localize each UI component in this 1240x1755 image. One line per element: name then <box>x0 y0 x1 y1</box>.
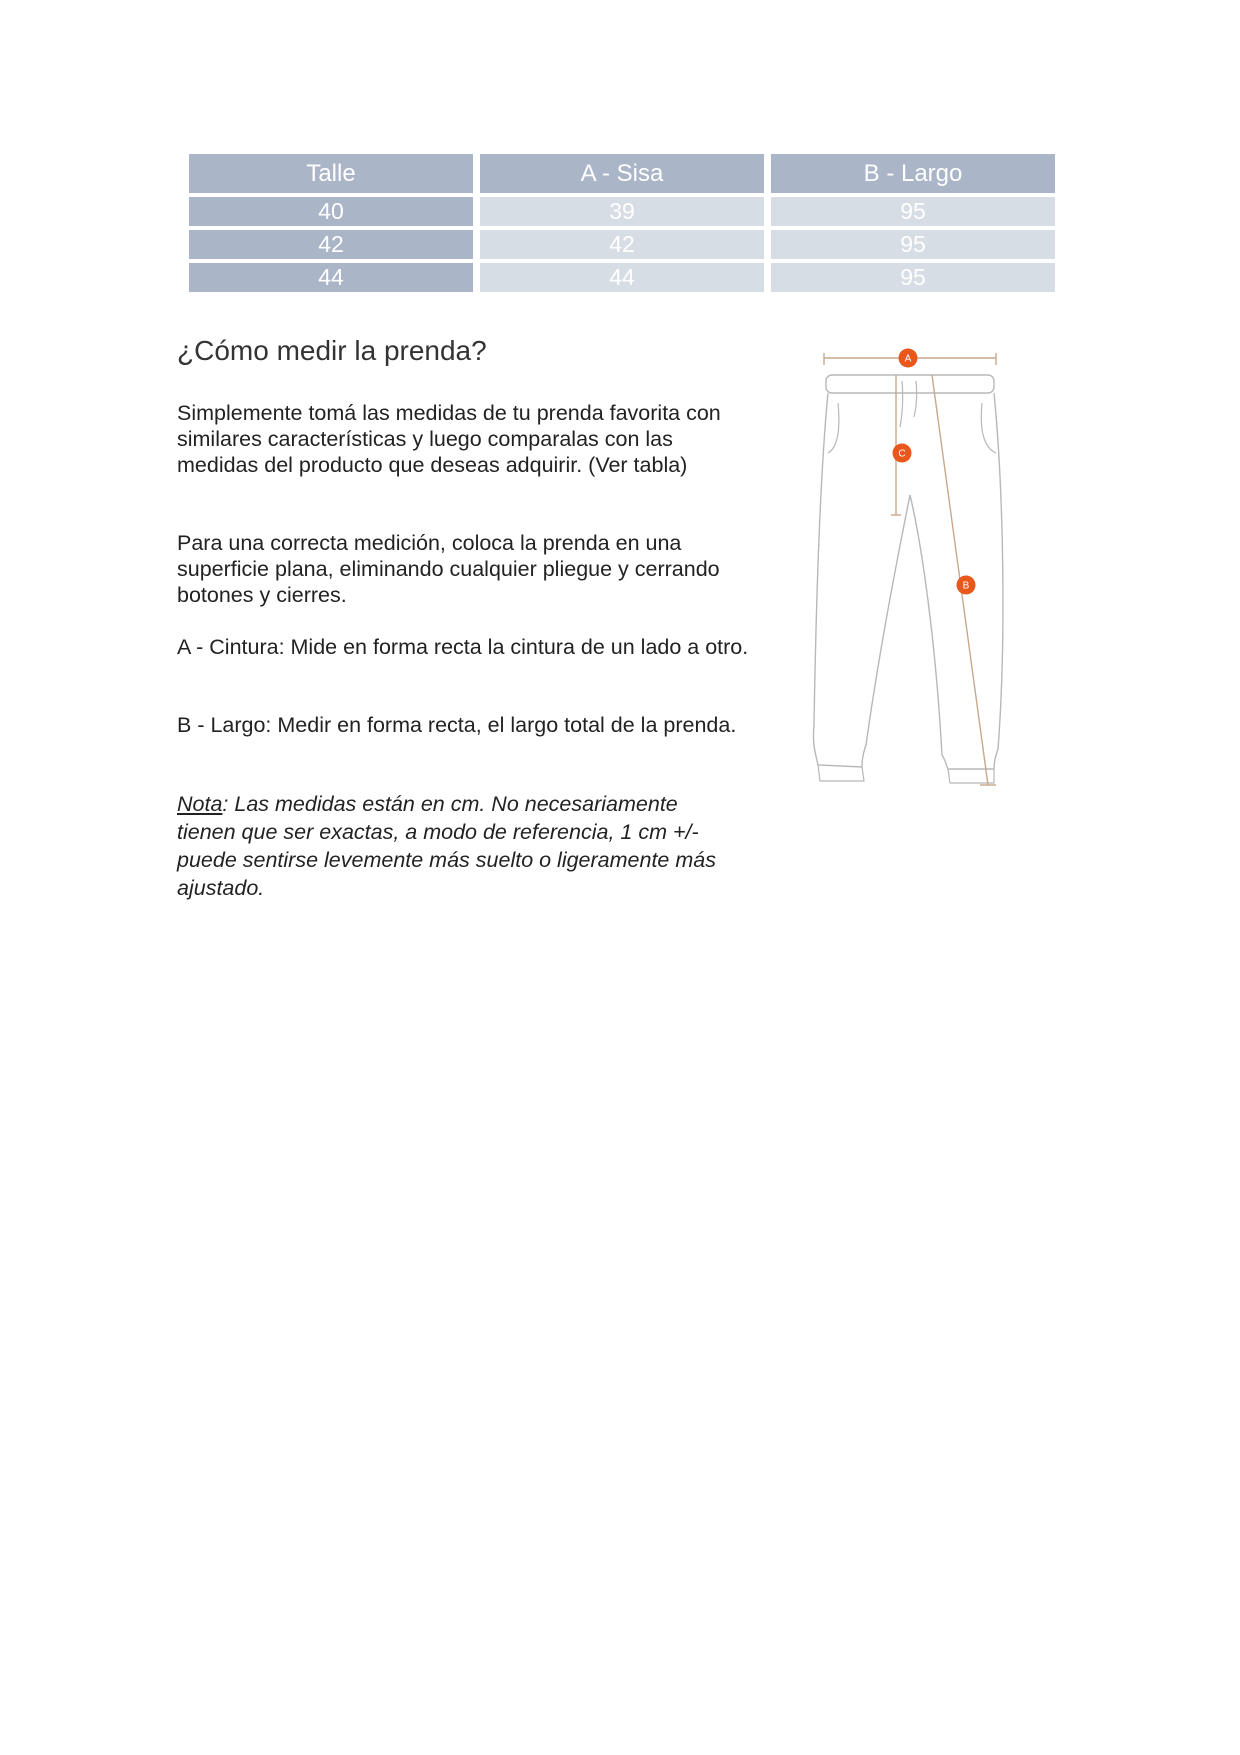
waistband-shape <box>826 375 994 393</box>
pocket-right <box>981 403 996 453</box>
badge-b <box>957 576 976 595</box>
cell-talle: 40 <box>189 197 473 226</box>
cell-sisa: 42 <box>480 230 764 259</box>
svg-text:A: A <box>904 353 912 365</box>
guide-paragraph-waist: A - Cintura: Mide en forma recta la cintura de un lado a otro. <box>177 635 749 659</box>
svg-text:C: C <box>898 448 906 460</box>
pocket-left <box>828 403 839 453</box>
cell-sisa: 39 <box>480 197 764 226</box>
table-row <box>189 197 1055 226</box>
cell-largo: 95 <box>771 197 1055 226</box>
guide-paragraph-method: Para una correcta medición, coloca la prenda en una superficie plana, eliminando cualquier pliegue y cerrando botones y cierres. <box>177 531 720 607</box>
note-text: : Las medidas están en cm. No necesariamente tienen que ser exactas, a modo de referencia, 1 cm +/- puede sentirse levemente más suelto o ligeramente más ajustado. <box>177 792 716 900</box>
cell-largo: 95 <box>771 263 1055 292</box>
pants-icon <box>790 345 1030 835</box>
header-talle: Talle <box>189 154 473 193</box>
badge-a <box>899 349 918 368</box>
note-label: Nota <box>177 792 223 816</box>
svg-text:B: B <box>962 580 970 592</box>
guide-note <box>177 790 737 902</box>
table-header-row <box>189 154 1055 193</box>
badge-c <box>893 444 912 463</box>
guide-paragraph-intro: Simplemente tomá las medidas de tu prenda favorita con similares características y luego comparalas con las medidas del producto que deseas adquirir. (Ver tabla) <box>177 401 721 477</box>
cell-talle: 44 <box>189 263 473 292</box>
header-sisa: A - Sisa <box>480 154 764 193</box>
drawstring-left <box>900 381 903 427</box>
size-table <box>182 150 1062 296</box>
header-largo: B - Largo <box>771 154 1055 193</box>
cell-sisa: 44 <box>480 263 764 292</box>
cell-talle: 42 <box>189 230 473 259</box>
table-row <box>189 263 1055 292</box>
guide-paragraph-length: B - Largo: Medir en forma recta, el largo total de la prenda. <box>177 713 737 737</box>
table-row <box>189 230 1055 259</box>
drawstring-right <box>914 381 917 417</box>
cell-largo: 95 <box>771 230 1055 259</box>
guide-heading: ¿Cómo medir la prenda? <box>177 335 487 366</box>
